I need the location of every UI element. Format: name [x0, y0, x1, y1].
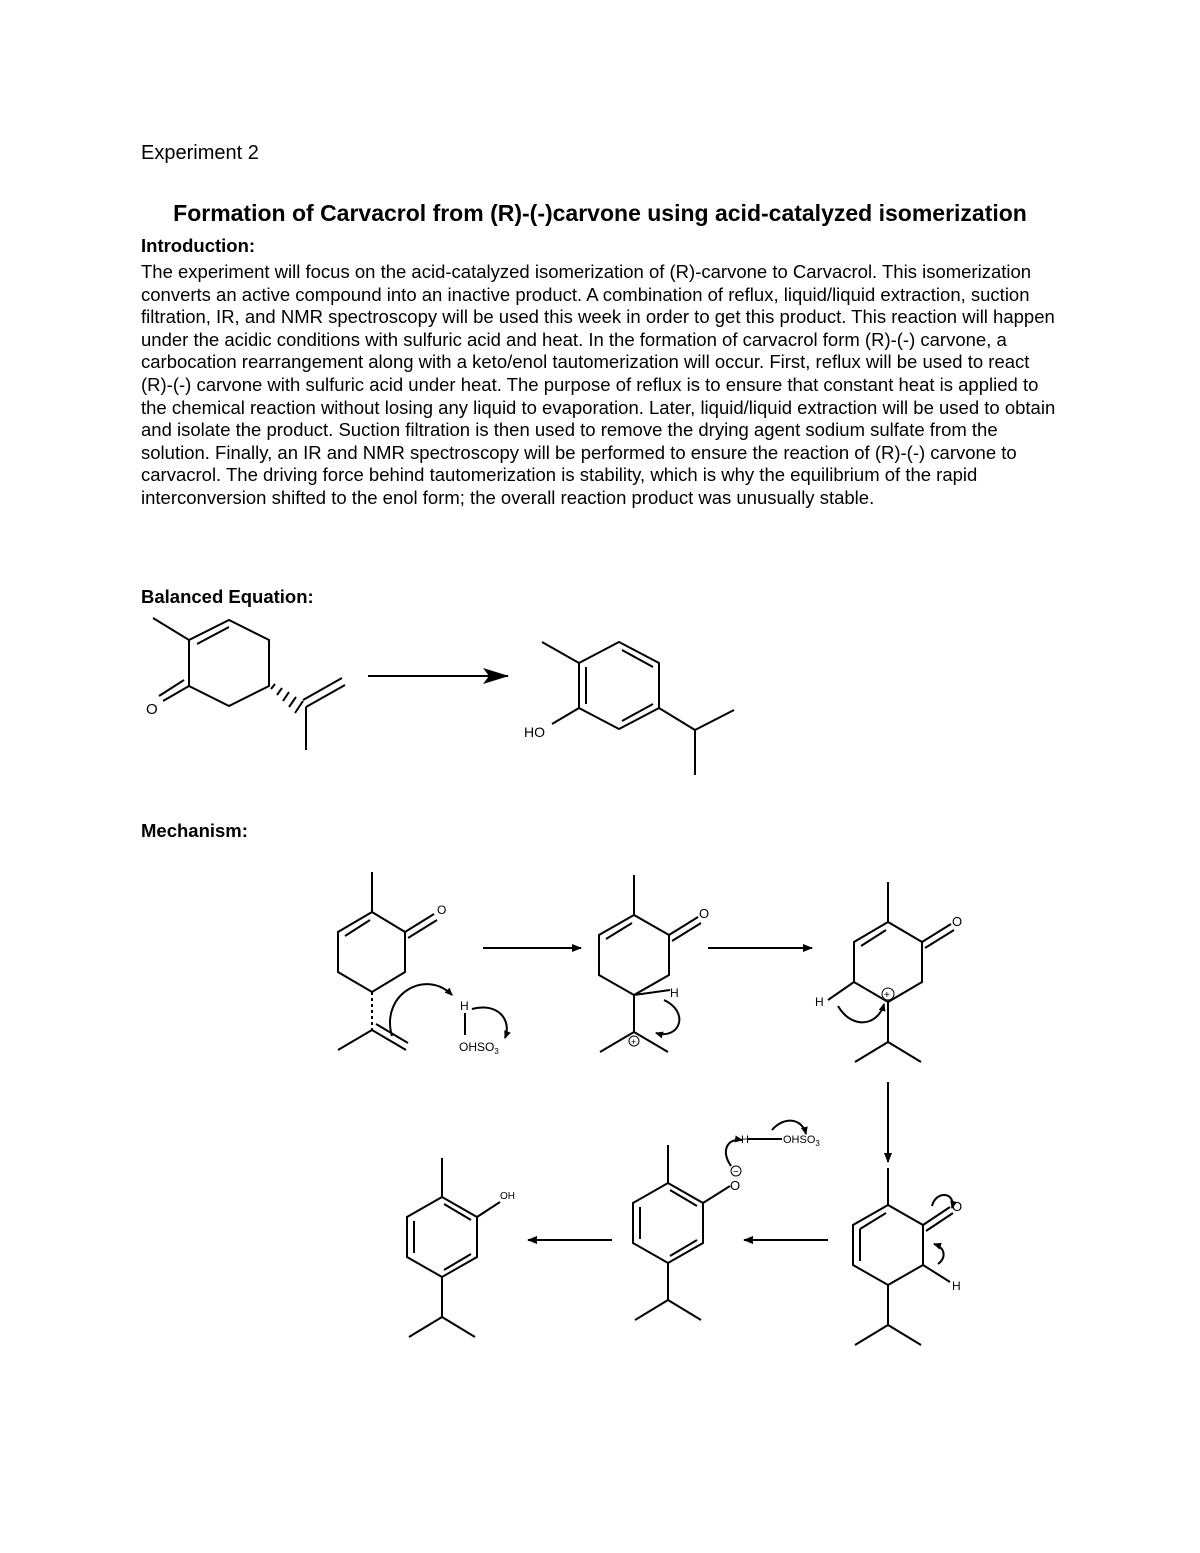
step6-hydroxyl-label: OH	[500, 1191, 515, 1202]
introduction-heading: Introduction:	[141, 235, 256, 256]
step1-oxygen-label: O	[437, 903, 447, 917]
carvacrol-hydroxyl-label: HO	[524, 724, 545, 740]
mechanism-step-1-carvone	[338, 872, 507, 1056]
mechanism-step-5-phenoxide	[633, 1121, 820, 1320]
carvone-oxygen-label: O	[146, 701, 158, 718]
step3-oxygen-label: O	[952, 914, 963, 929]
step2-oxygen-label: O	[699, 906, 710, 921]
carvacrol-product-structure	[524, 642, 734, 775]
step5-bisulfate-label: $OHSO_3$	[783, 1134, 820, 1148]
carvone-reactant-structure	[146, 618, 345, 750]
step5-minus-charge: −	[733, 1167, 739, 1178]
balanced-equation-heading: Balanced Equation:	[141, 586, 314, 607]
step1-hydrogen-label: H	[460, 999, 469, 1013]
document-title: Formation of Carvacrol from (R)-(-)carvone using acid-catalyzed isomerization	[173, 200, 1027, 226]
step2-plus-charge: +	[631, 1037, 637, 1047]
mechanism-step-6-carvacrol	[407, 1158, 515, 1337]
step4-hydrogen-label: H	[952, 1279, 961, 1293]
step2-hydrogen-label: H	[670, 986, 679, 1000]
step3-hydrogen-label: H	[815, 995, 824, 1009]
mechanism-heading: Mechanism:	[141, 820, 248, 841]
step3-plus-charge: +	[884, 990, 890, 1001]
mechanism-step-4-dienone	[853, 1168, 962, 1345]
introduction-paragraph: The experiment will focus on the acid-catalyzed isomerization of (R)-carvone to Carvacrol. This isomerization converts an active compound into an inactive product. A combination of reflux, liquid/liquid extraction, suction filtration, IR, and NMR spectroscopy will be used this week in order to get this product. This reaction will happen under the acidic conditions with sulfuric acid and heat. In the formation of carvacrol form (R)-(-) carvone, a carbocation rearrangement along with a keto/enol tautomerization will occur. First, reflux will be used to react (R)-(-) carvone with sulfuric acid under heat. The purpose of reflux is to ensure that constant heat is applied to the chemical reaction without losing any liquid to evaporation. Later, liquid/liquid extraction will be used to obtain and isolate the product. Suction filtration is then used to remove the drying agent sodium sulfate from the solution. Finally, an IR and NMR spectroscopy will be performed to ensure the reaction of (R)-(-) carvone to carvacrol. The driving force behind tautomerization is stability, which is why the equilibrium of the rapid interconversion shifted to the enol form; the overall reaction product was unusually stable.	[141, 261, 1056, 508]
mechanism-step-3-ring-carbocation	[815, 882, 962, 1062]
experiment-label: Experiment 2	[141, 142, 259, 164]
step5-hydrogen-label: H	[741, 1134, 749, 1146]
step5-oxygen-label: O	[730, 1178, 741, 1193]
mechanism-step-2-carbocation	[599, 875, 709, 1052]
step4-oxygen-label: O	[952, 1199, 963, 1214]
step1-bisulfate-label: $OHSO_3$	[459, 1040, 499, 1056]
